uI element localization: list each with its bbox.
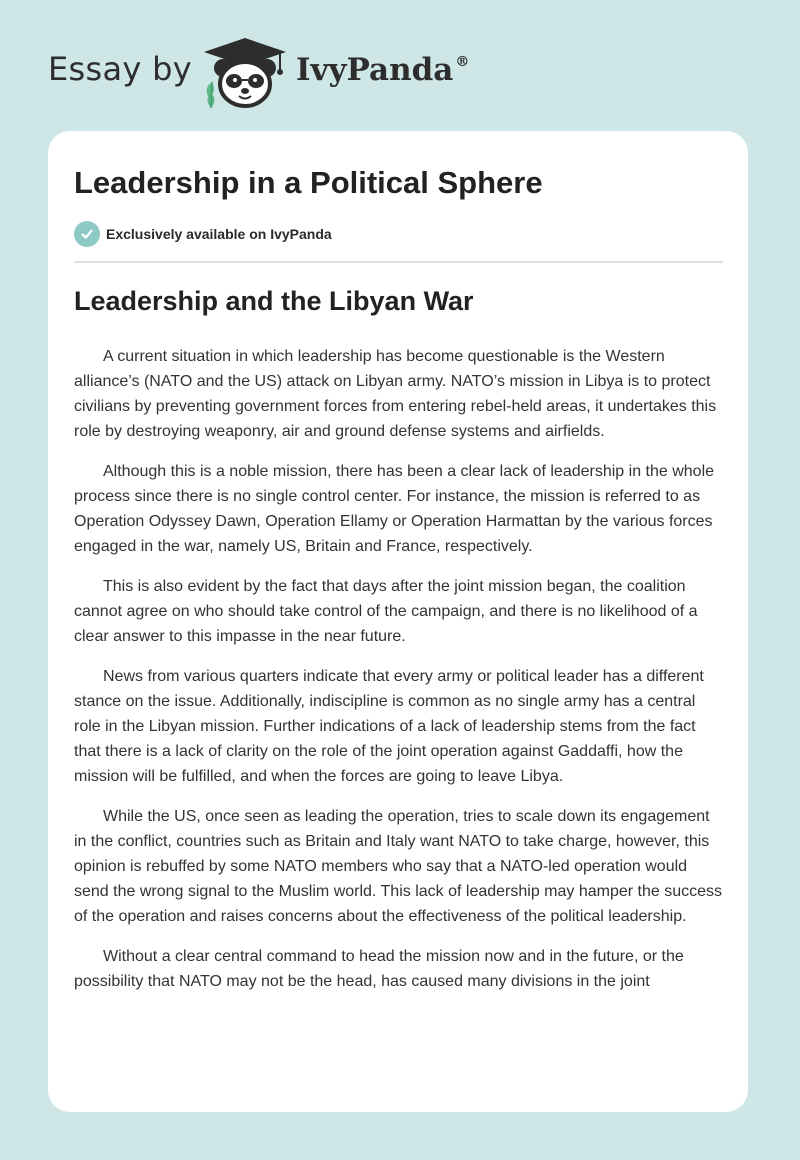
site-header bbox=[0, 0, 800, 120]
panda-logo-icon[interactable] bbox=[200, 36, 290, 110]
paragraph: Without a clear central command to head the mission now and in the future, or the possibility that NATO may not be the head, has caused many divisions in the joint bbox=[74, 948, 684, 990]
check-icon bbox=[74, 221, 100, 247]
essay-card bbox=[48, 131, 748, 1112]
exclusive-badge bbox=[74, 221, 332, 247]
brand-name[interactable] bbox=[296, 52, 469, 88]
paragraph: A current situation in which leadership has become questionable is the Western alliance’s (NATO and the US) attack on Libyan army. NATO’s mission in Libya is to protect civilians by preventing government forces from entering rebel-held areas, it undertakes this role by destroying weaponry, air and ground defense systems and airfields. bbox=[74, 348, 717, 440]
essay-by-label: Essay by bbox=[48, 50, 192, 88]
exclusive-badge-label: Exclusively available on IvyPanda bbox=[106, 226, 332, 242]
registered-mark: ® bbox=[455, 54, 470, 70]
paragraph: While the US, once seen as leading the operation, tries to scale down its engagement in the conflict, countries such as Britain and Italy want NATO to take charge, however, this opinion is rebuffed by some NATO members who say that a NATO-led operation would send the wrong signal to the Muslim world. This lack of leadership may hamper the success of the operation and raises concerns about the effectiveness of the political leadership. bbox=[74, 808, 723, 925]
page-title: Leadership in a Political Sphere bbox=[74, 165, 543, 200]
divider bbox=[74, 261, 723, 263]
paragraph: This is also evident by the fact that days after the joint mission began, the coalition cannot agree on who should take control of the campaign, and there is no likelihood of a clear answer to this impasse in the near future. bbox=[74, 578, 698, 645]
paragraph: News from various quarters indicate that every army or political leader has a different stance on the issue. Additionally, indiscipline is common as no single army has a central role in the Libyan mission. Further indications of a lack of leadership stems from the fact that there is a lack of clarity on the role of the joint operation against Gaddaffi, how the mission will be fulfilled, and when the forces are going to leave Libya. bbox=[74, 668, 704, 785]
essay-body bbox=[74, 344, 724, 1009]
brand-name-text: IvyPanda bbox=[296, 52, 454, 88]
section-heading: Leadership and the Libyan War bbox=[74, 286, 474, 316]
paragraph: Although this is a noble mission, there has been a clear lack of leadership in the whole process since there is no single control center. For instance, the mission is referred to as Operation Odyssey Dawn, Operation Ellamy or Operation Harmattan by the various forces engaged in the war, namely US, Britain and France, respectively. bbox=[74, 463, 715, 555]
